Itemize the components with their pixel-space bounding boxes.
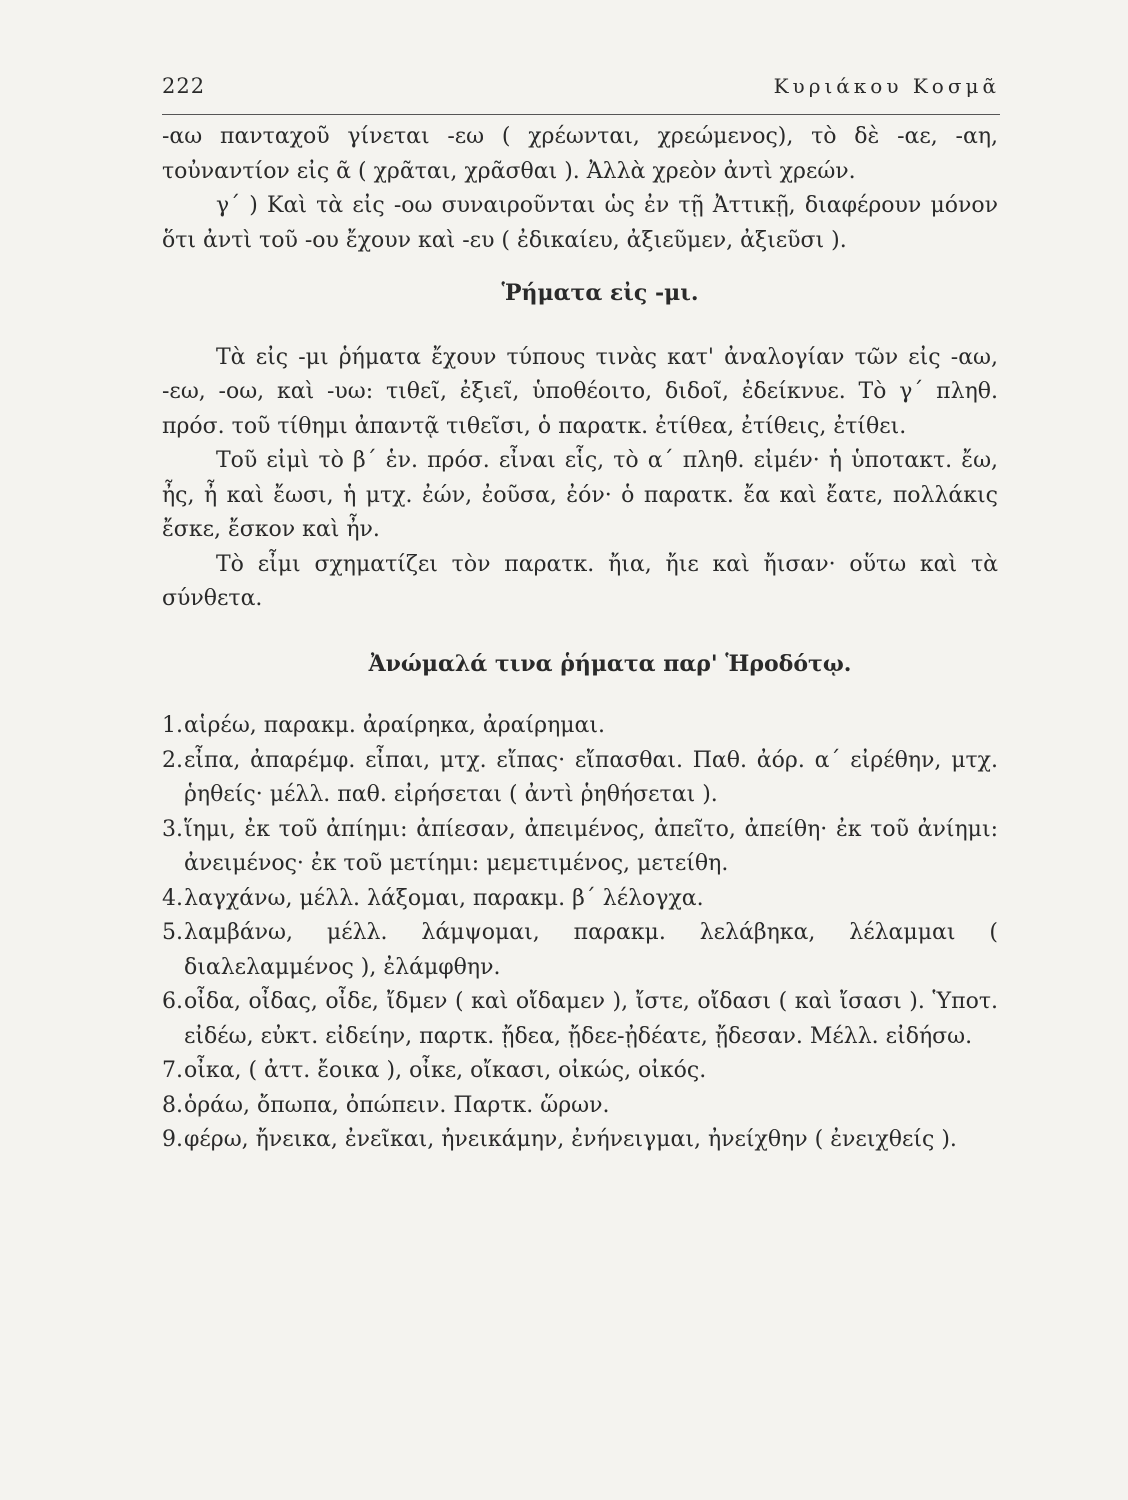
list-number: 3. [162,816,183,842]
list-text: φέρω, ἤνεικα, ἐνεῖκαι, ἠνεικάμην, ἐνήνειγμαι, ἠνείχθην ( ἐνειχθείς ). [184,1127,957,1152]
paragraph-4: Τοῦ εἰμὶ τὸ β΄ ἑν. πρόσ. εἶναι εἷς, τὸ α΄ πληθ. εἰμέν· ἡ ὑποτακτ. ἔω, ἦς, ἦ καὶ ἔωσι, ἡ μτχ. ἐών, ἐοῦσα, ἐόν· ὁ παρατκ. ἔα καὶ ἔατε, πολλάκις ἔσκε, ἔσκον καὶ ἦν. [162,448,998,542]
list-item [162,882,998,917]
list-item [162,985,998,1054]
list-number: 9. [162,1127,183,1152]
list-number: 8. [162,1092,183,1118]
list-text: λαμβάνω, μέλλ. λάμψομαι, παρακμ. λελάβηκα, λέλαμμαι ( διαλελαμμένος ), ἐλάμφθην. [184,920,998,980]
list-number: 1. [162,713,183,738]
list-item [162,1123,998,1158]
page-number: 222 [162,74,206,98]
page-header [162,74,1000,115]
list-number: 2. [162,747,183,773]
list-item [162,813,998,882]
list-text: αἱρέω, παρακμ. ἀραίρηκα, ἀραίρημαι. [184,713,606,738]
list-item [162,1089,998,1124]
list-text: οἶκα, ( ἀττ. ἔοικα ), οἶκε, οἴκασι, οἰκώς, οἰκός. [184,1058,707,1083]
list-text: ἵημι, ἐκ τοῦ ἀπίημι: ἀπίεσαν, ἀπειμένος, ἀπεῖτο, ἀπείθη· ἐκ τοῦ ἀνίημι: ἀνειμένος· ἐκ τοῦ μετίημι: μεμετιμένος, μετείθη. [184,816,998,876]
paragraph-5: Τὸ εἶμι σχηματίζει τὸν παρατκ. ἤια, ἤιε καὶ ἤισαν· οὕτω καὶ τὰ σύνθετα. [162,551,998,611]
list-item [162,1054,998,1089]
list-text: ὁράω, ὄπωπα, ὀπώπειν. Παρτκ. ὥρων. [184,1092,610,1118]
list-number: 5. [162,920,183,945]
list-text: οἶδα, οἶδας, οἶδε, ἴδμεν ( καὶ οἴδαμεν ), ἴστε, οἴδασι ( καὶ ἴσασι ). Ὑποτ. εἰδέω, εὐκτ. εἰδείην, παρτκ. ᾔδεα, ᾔδεε-ᾐδέατε, ᾔδεσαν. Μέλλ. εἰδήσω. [184,989,998,1049]
paragraph-2: γ΄ ) Καὶ τὰ εἰς -οω συναιροῦνται ὡς ἐν τῇ Ἀττικῇ, διαφέρουν μόνον ὅτι ἀντὶ τοῦ -ου ἔχουν καὶ -ευ ( ἐδικαίευ, ἀξιεῦμεν, ἀξιεῦσι ). [162,193,998,253]
list-item [162,709,998,744]
section-heading-mi-verbs: Ῥήματα εἰς -μι. [501,280,699,306]
paragraph-3: Τὰ εἰς -μι ῥήματα ἔχουν τύπους τινὰς κατ' ἀναλογίαν τῶν εἰς -αω, -εω, -οω, καὶ -υω: τιθεῖ, ἐξιεῖ, ὑποθέοιτο, διδοῖ, ἐδείκνυε. Τὸ γ΄ πληθ. πρόσ. τοῦ τίθημι ἀπαντᾷ τιθεῖσι, ὁ παρατκ. ἐτίθεα, ἐτίθεις, ἐτίθει. [162,344,998,439]
list-number: 6. [162,989,183,1014]
list-item [162,744,998,813]
list-text: εἶπα, ἀπαρέμφ. εἶπαι, μτχ. εἴπας· εἴπασθαι. Παθ. ἀόρ. α΄ εἰρέθην, μτχ. ῥηθείς· μέλλ. παθ. εἰρήσεται ( ἀντὶ ῥηθήσεται ). [184,747,998,807]
paragraph-1: -αω πανταχοῦ γίνεται -εω ( χρέωνται, χρεώμενος), τὸ δὲ -αε, -αη, τοὐναντίον εἰς ᾶ ( χρᾶται, χρᾶσθαι ). Ἀλλὰ χρεὸν ἀντὶ χρεών. [162,124,998,184]
list-number: 4. [162,885,183,911]
section-heading-irregular-verbs: Ἀνώμαλά τινα ῥήματα παρ' Ἡροδότῳ. [368,650,852,677]
running-title: Κυριάκου Κοσμᾶ [773,74,1000,98]
page-body [162,120,998,1158]
list-number: 7. [162,1058,183,1083]
list-text: λαγχάνω, μέλλ. λάξομαι, παρακμ. β΄ λέλογχα. [184,885,704,911]
list-item [162,916,998,985]
